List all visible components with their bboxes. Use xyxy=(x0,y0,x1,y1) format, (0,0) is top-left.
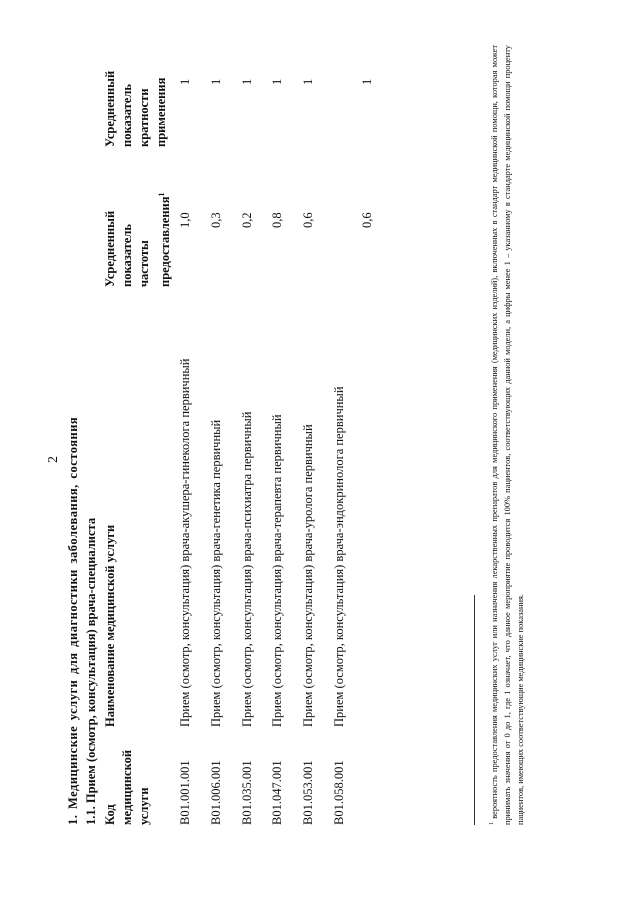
multiplicity-value: 1 xyxy=(270,78,284,85)
footnote xyxy=(486,45,527,825)
multiplicity-value: 1 xyxy=(209,78,223,85)
service-code: B01.006.001 xyxy=(209,760,223,825)
table-row xyxy=(209,0,233,905)
footnote-number: 1 xyxy=(489,822,495,825)
service-code: B01.047.001 xyxy=(270,760,284,825)
frequency-value: 1,0 xyxy=(178,212,192,228)
multiplicity-value: 1 xyxy=(240,78,254,85)
subsection-title: 1.1. Прием (осмотр, консультация) врача-специалиста xyxy=(84,517,98,825)
table-row xyxy=(270,0,294,905)
frequency-value: 0,8 xyxy=(270,212,284,228)
multiplicity-value: 1 xyxy=(301,78,315,85)
header-name: Наименование медицинской услуги xyxy=(103,524,117,727)
multiplicity-value: 1 xyxy=(178,78,192,85)
service-code: B01.053.001 xyxy=(301,760,315,825)
header-frequency-label: Усредненный показатель частоты предоставления xyxy=(103,196,173,287)
service-name: Прием (осмотр, консультация) врача-акушера-гинеколога первичный xyxy=(178,358,192,727)
footnote-divider xyxy=(474,595,475,825)
header-frequency xyxy=(102,177,174,287)
footnote-text: вероятность предоставления медицинских услуг или назначения лекарственных препаратов для медицинского применения (медицинских изделий), включенных в стандарт медицинской помощи, которая может принимать значения от 0 до 1, где 1 означает, что данное мероприятие проводится 100% пациентов, соответствующих данной модели, а цифры менее 1 – указанному в стандарте медицинской помощи проценту пациентов, имеющих соответствующие медицинские показания. xyxy=(489,45,525,825)
table-row xyxy=(301,0,325,905)
multiplicity-value: 1 xyxy=(360,78,374,85)
service-name: Прием (осмотр, консультация) врача-психиатра первичный xyxy=(240,411,254,727)
service-code: B01.001.001 xyxy=(178,760,192,825)
frequency-value: 0,6 xyxy=(360,212,374,228)
table-row xyxy=(332,0,374,905)
service-name: Прием (осмотр, консультация) врача-генетика первичный xyxy=(209,419,223,727)
frequency-value: 0,2 xyxy=(240,212,254,228)
table-row xyxy=(240,0,264,905)
service-name: Прием (осмотр, консультация) врача-терапевта первичный xyxy=(270,414,284,727)
frequency-value: 0,6 xyxy=(301,212,315,228)
frequency-value: 0,3 xyxy=(209,212,223,228)
service-code: B01.035.001 xyxy=(240,760,254,825)
page-number: 2 xyxy=(46,456,61,463)
service-name: Прием (осмотр, консультация) врача-эндокринолога первичный xyxy=(332,386,346,727)
table-row xyxy=(178,0,202,905)
footnote-marker: 1 xyxy=(157,192,166,197)
service-name: Прием (осмотр, консультация) врача-уролога первичный xyxy=(301,424,315,727)
header-code: Код медицинской услуги xyxy=(103,749,151,825)
section-title: 1. Медицинские услуги для диагностики заболевания, состояния xyxy=(66,416,80,825)
header-multiplicity: Усредненный показатель кратности применения xyxy=(103,70,168,147)
service-code: B01.058.001 xyxy=(332,760,346,825)
